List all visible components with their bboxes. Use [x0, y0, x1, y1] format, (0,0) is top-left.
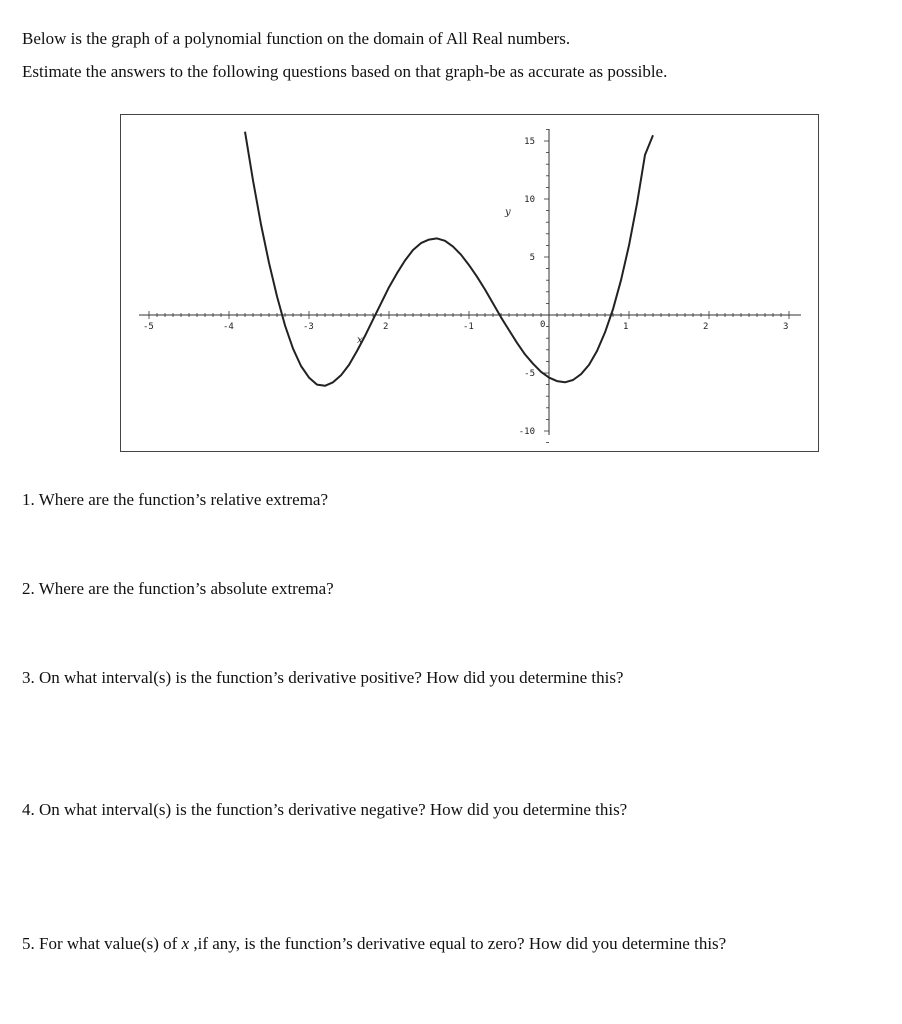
question-2: 2. Where are the function’s absolute extrema?	[22, 579, 334, 598]
y-tick-label: 5	[529, 253, 535, 263]
x-tick-label: 3	[783, 322, 789, 332]
y-tick-label: -5	[524, 369, 535, 379]
polynomial-graph	[120, 114, 819, 452]
question-5-text-end: ,if any, is the function’s derivative equal to zero? How did you determine this?	[189, 934, 727, 953]
y-tick-label: -10	[518, 427, 535, 437]
instructions	[22, 22, 882, 88]
y-tick-label: 15	[524, 137, 535, 147]
instructions-line-2: Estimate the answers to the following questions based on that graph-be as accurate as possible.	[22, 62, 668, 81]
origin-label: 0	[540, 320, 546, 330]
instructions-line-1: Below is the graph of a polynomial function on the domain of All Real numbers.	[22, 29, 571, 48]
question-5	[22, 933, 882, 955]
x-tick-label: -5	[143, 322, 154, 332]
y-tick-label: 10	[524, 195, 535, 205]
x-axis-label: x	[357, 335, 363, 346]
question-3: 3. On what interval(s) is the function’s derivative positive? How did you determine this?	[22, 668, 624, 687]
x-tick-label: -4	[223, 322, 234, 332]
polynomial-curve	[245, 132, 653, 386]
x-tick-label: 2	[703, 322, 709, 332]
question-5-variable: x	[181, 934, 190, 953]
polynomial-graph-svg	[121, 115, 818, 451]
x-tick-label: -1	[463, 322, 474, 332]
question-1: 1. Where are the function’s relative extrema?	[22, 490, 329, 509]
question-4: 4. On what interval(s) is the function’s derivative negative? How did you determine this?	[22, 800, 628, 819]
question-5-text-start: 5. For what value(s) of	[22, 934, 182, 953]
x-tick-label: 2	[383, 322, 389, 332]
y-axis-label: y	[505, 207, 511, 219]
x-tick-label: 1	[623, 322, 629, 332]
x-tick-label: -3	[303, 322, 314, 332]
